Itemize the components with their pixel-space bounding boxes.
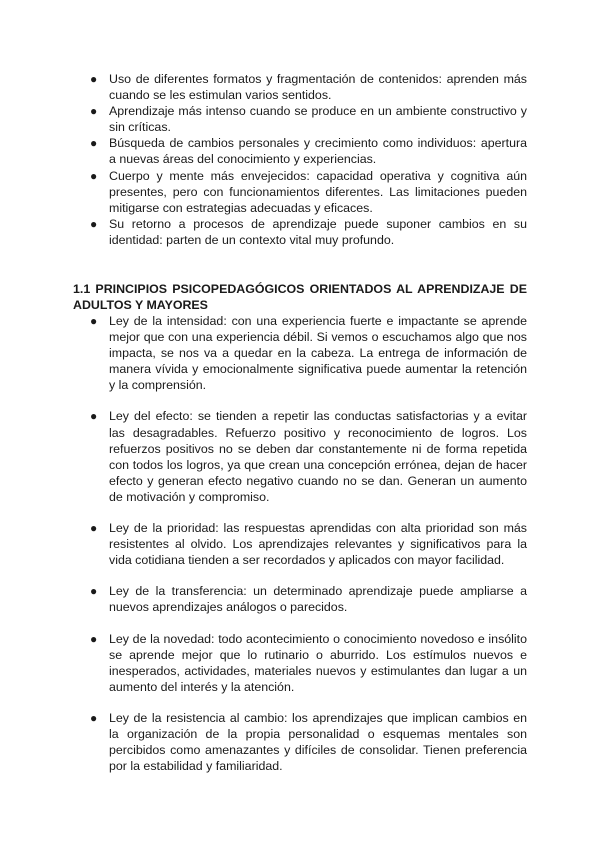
list-item	[90, 408, 527, 505]
section-heading: 1.1 PRINCIPIOS PSICOPEDAGÓGICOS ORIENTADOS AL APRENDIZAJE DE ADULTOS Y MAYORES	[73, 282, 527, 312]
list-item-text: Ley de la prioridad: las respuestas aprendidas con alta prioridad son más resistentes al olvido. Los aprendizajes relevantes y significativos para la vida cotidiana tienden a ser recordados y aplicados con mayor facilidad.	[109, 521, 527, 568]
list-item	[90, 135, 527, 167]
list-item-text: Ley de la transferencia: un determinado aprendizaje puede ampliarse a nuevos aprendizajes análogos o parecidos.	[109, 584, 527, 615]
list-item	[90, 313, 527, 393]
bullet-icon: ●	[90, 584, 98, 599]
list-item	[90, 168, 527, 216]
list-item-text: Ley del efecto: se tienden a repetir las conductas satisfactorias y a evitar las desagradables. Refuerzo positivo y reconocimiento de logros. Los refuerzos positivos no se deben dar constantemente ni de forma repetida con todos los logros, ya que crean una concepción errónea, dejan de hacer efecto y generan efecto negativo cuando no se dan. Generan un aumento de motivación y compromiso.	[109, 409, 527, 504]
list-item	[90, 103, 527, 135]
bullet-icon: ●	[90, 314, 98, 328]
list-item-text: Búsqueda de cambios personales y crecimiento como individuos: apertura a nuevas áreas del conocimiento y experiencias.	[109, 136, 527, 167]
bullet-icon: ●	[90, 631, 98, 646]
list-item-text: Ley de la intensidad: con una experiencia fuerte e impactante se aprende mejor que con una experiencia débil. Si vemos o escuchamos algo que nos impacta, se nos va a quedar en la cabeza. La entrega de información de manera vívida y emocionalmente significativa puede aumentar la retención y la comprensión.	[109, 314, 527, 393]
bullet-icon: ●	[90, 168, 98, 183]
list-item	[90, 71, 527, 103]
bullet-icon: ●	[90, 104, 98, 119]
bullet-icon: ●	[90, 710, 98, 725]
bullet-icon: ●	[90, 72, 98, 86]
list-item-text: Cuerpo y mente más envejecidos: capacidad operativa y cognitiva aún presentes, pero con funcionamientos diferentes. Las limitaciones pueden mitigarse con estrategias adecuadas y eficaces.	[109, 168, 527, 215]
bullet-icon: ●	[90, 136, 98, 151]
bullet-icon: ●	[90, 216, 98, 231]
list-item-text: Aprendizaje más intenso cuando se produce en un ambiente constructivo y sin críticas.	[109, 104, 527, 135]
list-item-text: Ley de la resistencia al cambio: los aprendizajes que implican cambios en la organización de la propia personalidad o esquemas mentales son percibidos como amenazantes y difíciles de consolidar. Tienen preferencia por la estabilidad y familiaridad.	[109, 710, 527, 774]
list-item-text: Su retorno a procesos de aprendizaje puede suponer cambios en su identidad: parten de un contexto vital muy profundo.	[109, 216, 527, 247]
list-item	[90, 583, 527, 615]
bullet-icon: ●	[90, 521, 98, 536]
list-item-text: Uso de diferentes formatos y fragmentación de contenidos: aprenden más cuando se les estimulan varios sentidos.	[109, 72, 527, 103]
list-item	[90, 216, 527, 248]
intro-bullet-list	[90, 71, 527, 248]
laws-bullet-list	[90, 313, 527, 789]
list-item	[90, 710, 527, 774]
list-item	[90, 631, 527, 695]
bullet-icon: ●	[90, 409, 98, 424]
list-item-text: Ley de la novedad: todo acontecimiento o conocimiento novedoso e insólito se aprende mejor que lo rutinario o aburrido. Los estímulos nuevos e inesperados, actividades, materiales nuevos y estimulantes dan lugar a un aumento del interés y la atención.	[109, 631, 527, 694]
list-item	[90, 520, 527, 568]
